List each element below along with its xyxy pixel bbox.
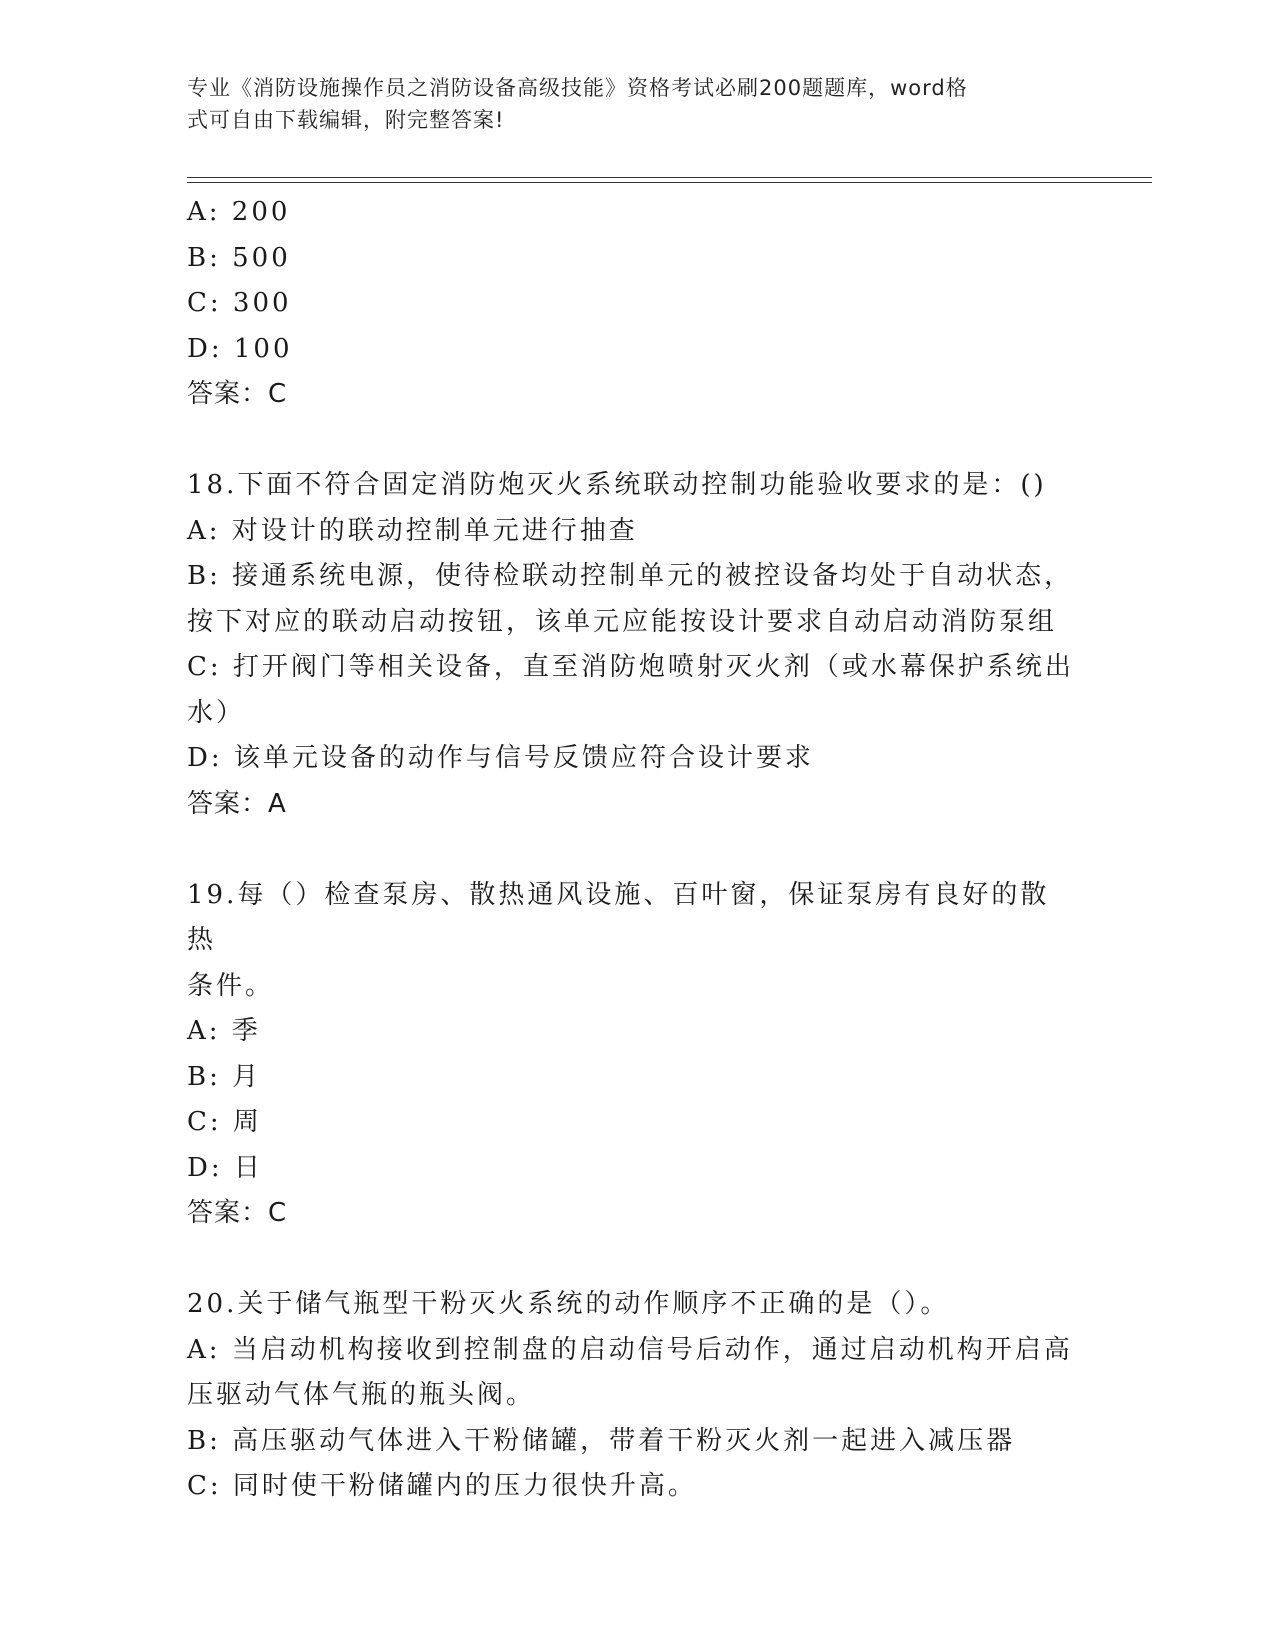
q20-option-c: C: 同时使干粉储罐内的压力很快升高。 [187,1471,697,1501]
question-18 [187,463,1077,827]
q18-option-a: A: 对设计的联动控制单元进行抽查 [187,515,638,546]
q17-option-d: D: 100 [187,333,293,364]
q19-option-c: C: 周 [187,1107,262,1137]
q18-option-b-line-1: B: 接通系统电源，使待检联动控制单元的被控设备均处于自动状态， [187,561,1074,591]
q19-question-line-2: 条件。 [187,970,275,1001]
q18-option-c-line-2: 水） [187,697,246,728]
question-20 [187,1282,1077,1510]
q20-option-a-line-2: 压驱动气体气瓶的瓶头阀。 [187,1380,536,1410]
question-19 [187,873,1077,1237]
header-line-1: 专业《消防设施操作员之消防设备高级技能》资格考试必刷200题题库，word格 [187,76,968,100]
q17-option-a: A: 200 [187,197,291,227]
q18-answer: 答案：A [187,788,287,819]
q18-option-c-line-1: C: 打开阀门等相关设备，直至消防炮喷射灭火剂（或水幕保护系统出 [187,652,1074,682]
q18-question: 18.下面不符合固定消防炮灭火系统联动控制功能验收要求的是：() [187,470,1047,500]
q18-option-d: D: 该单元设备的动作与信号反馈应符合设计要求 [187,743,814,773]
question-list [187,190,1077,1510]
q19-question-line-1: 19.每（）检查泵房、散热通风设施、百叶窗，保证泵房有良好的散热 [187,879,1050,955]
q19-answer: 答案：C [187,1198,288,1228]
header-rule-bottom [187,182,1152,183]
q20-option-a-line-1: A: 当启动机构接收到控制盘的启动信号后动作，通过启动机构开启高 [187,1334,1073,1365]
q20-question: 20.关于储气瓶型干粉灭火系统的动作顺序不正确的是（）。 [187,1289,950,1319]
document-header [187,72,1067,136]
question-17 [187,190,1077,418]
header-line-2: 式可自由下载编辑，附完整答案! [187,108,505,132]
q20-option-b: B: 高压驱动气体进入干粉储罐，带着干粉灭火剂一起进入减压器 [187,1425,1016,1456]
q19-option-b: B: 月 [187,1061,262,1092]
q17-answer: 答案：C [187,379,288,409]
header-rule-top [187,177,1152,178]
spacer [187,827,1077,873]
q19-option-a: A: 季 [187,1016,261,1046]
q17-option-b: B: 500 [187,242,291,273]
q19-option-d: D: 日 [187,1152,263,1183]
q18-option-b-line-2: 按下对应的联动启动按钮，该单元应能按设计要求自动启动消防泵组 [187,606,1058,637]
spacer [187,1237,1077,1283]
spacer [187,418,1077,464]
q17-option-c: C: 300 [187,288,292,318]
